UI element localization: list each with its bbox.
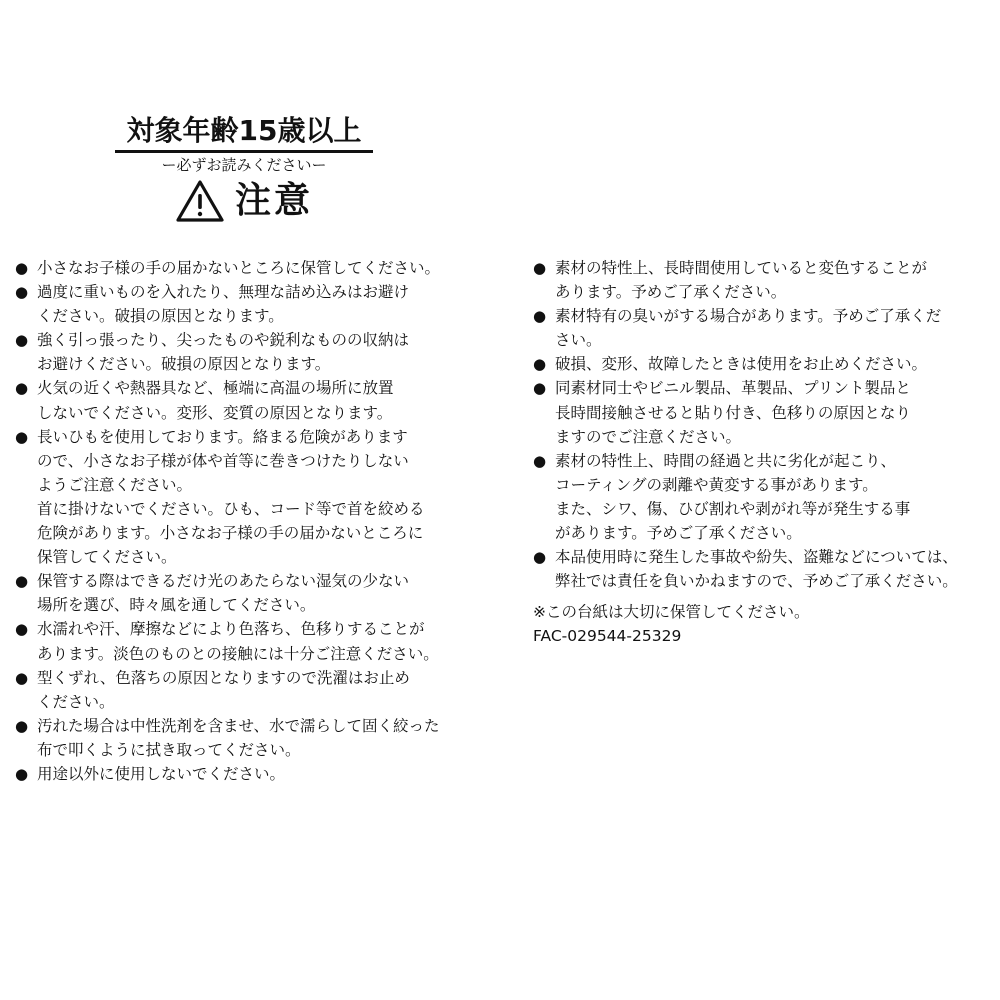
product-code: FAC-029544-25329 [533,627,682,645]
caution-text-line: 長時間接触させると貼り付き、色移りの原因となり [555,403,911,422]
caution-text-line: 用途以外に使用しないでください。 [37,764,286,783]
caution-item [533,545,988,593]
caution-text-line: ようご注意ください。 [37,475,193,494]
read-note: ー必ずお読みくださいー [161,156,327,174]
caution-text-line: ますのでご注意ください。 [555,427,742,446]
caution-item [533,449,988,545]
bullet-icon: ● [533,548,547,567]
caution-text-line: しないでください。変形、変質の原因となります。 [37,403,393,422]
caution-text-line: 汚れた場合は中性洗剤を含ませ、水で濡らして固く絞った [37,716,440,735]
caution-text-line: 危険があります。小さなお子様の手の届かないところに [37,524,424,543]
caution-item [15,256,477,280]
caution-text-line: 素材特有の臭いがする場合があります。予めご了承くだ [555,307,942,326]
caution-item [533,352,988,376]
caution-list-right [533,256,988,593]
caution-item [15,617,477,665]
caution-item [15,328,477,376]
bullet-icon: ● [15,620,29,639]
bullet-icon: ● [533,379,547,398]
caution-text-line: 素材の特性上、長時間使用していると変色することが [555,259,928,277]
caution-text-line: 過度に重いものを入れたり、無理な詰め込みはお避け [37,283,410,302]
caution-text-line: 同素材同士やビニル製品、革製品、プリント製品と [555,379,911,398]
caution-text-line: 場所を選び、時々風を通してください。 [37,596,316,615]
bullet-icon: ● [15,331,29,350]
header [0,0,1000,240]
caution-text-line: さい。 [555,331,602,350]
caution-text-line: 長いひもを使用しております。絡まる危険があります [37,427,408,446]
caution-text-line: 本品使用時に発生した事故や紛失、盗難などについては、 [555,548,958,567]
caution-text-line: 破損、変形、故障したときは使用をお止めください。 [555,355,928,374]
bullet-icon: ● [15,379,29,398]
caution-item [533,256,988,304]
caution-text-line: また、シワ、傷、ひび割れや剥がれ等が発生する事 [555,499,911,518]
caution-text-line: 布で叩くように拭き取ってください。 [37,740,301,759]
bullet-icon: ● [533,259,547,277]
caution-item [533,376,988,448]
caution-item [15,376,477,424]
footer-note: ※この台紙は大切に保管してください。 [533,603,810,621]
bullet-icon: ● [15,668,29,687]
caution-text-line: 火気の近くや熱器具など、極端に高温の場所に放置 [37,379,394,398]
caution-item [15,280,477,328]
caution-text-line: 弊社では責任を負いかねますので、予めご了承ください。 [555,572,958,591]
caution-text-line: があります。予めご了承ください。 [555,524,802,543]
caution-item [15,425,477,570]
bullet-icon: ● [15,572,29,591]
caution-text-line: 強く引っ張ったり、尖ったものや鋭利なものの収納は [37,331,410,350]
age-notice: 対象年齢15歳以上 [126,114,362,147]
bullet-icon: ● [533,451,547,470]
caution-text-line: あります。予めご了承ください。 [555,283,787,302]
caution-text-line: ください。 [37,692,115,711]
caution-text-line: あります。淡色のものとの接触には十分ご注意ください。 [37,644,439,663]
caution-item [15,714,477,762]
caution-text-line: 型くずれ、色落ちの原因となりますので洗濯はお止め [37,668,410,687]
caution-text-line: 小さなお子様の手の届かないところに保管してください。 [37,259,441,277]
bullet-icon: ● [15,716,29,735]
bullet-icon: ● [533,355,547,374]
footer [533,600,988,648]
caution-text-line: 水濡れや汗、摩擦などにより色落ち、色移りすることが [37,620,425,639]
bullet-icon: ● [533,307,547,326]
caution-text-line: 素材の特性上、時間の経過と共に劣化が起こり、 [555,451,897,470]
caution-item [533,304,988,352]
caution-text-line: お避けください。破損の原因となります。 [37,355,331,374]
warning-title: 注意 [235,180,314,221]
caution-text-line: 保管してください。 [37,548,177,567]
caution-text-line: 首に掛けないでください。ひも、コード等で首を絞める [37,499,425,518]
caution-text-line: ください。破損の原因となります。 [37,307,284,326]
caution-text-line: コーティングの剥離や黄変する事があります。 [555,475,878,494]
warning-triangle-icon [175,179,225,223]
bullet-icon: ● [15,259,29,277]
caution-list-left [15,256,477,786]
bullet-icon: ● [15,764,29,783]
caution-item [15,762,477,786]
caution-item [15,666,477,714]
divider [115,150,373,153]
bullet-icon: ● [15,427,29,446]
caution-text-line: 保管する際はできるだけ光のあたらない湿気の少ない [37,572,410,591]
caution-item [15,569,477,617]
caution-text-line: ので、小さなお子様が体や首等に巻きつけたりしない [37,451,409,470]
bullet-icon: ● [15,283,29,302]
warning-heading [175,176,313,226]
